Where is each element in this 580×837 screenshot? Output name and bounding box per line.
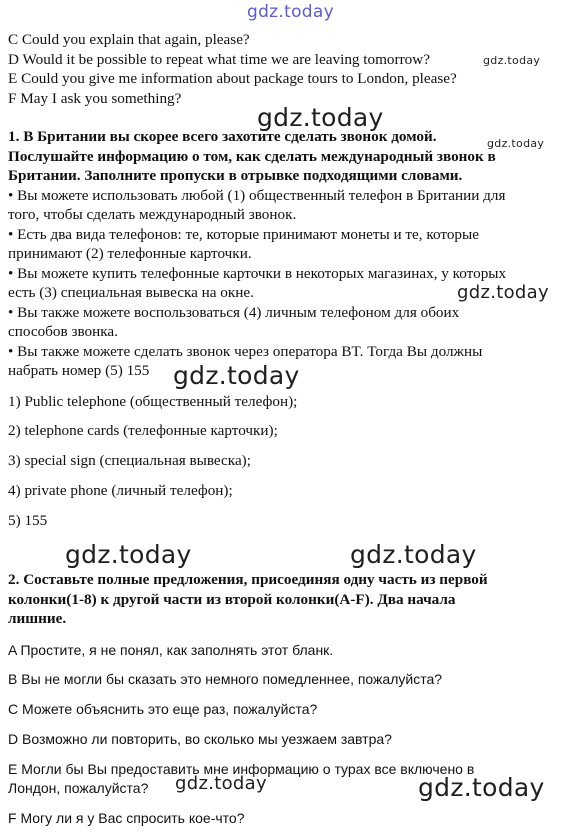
task2-item: C Можете объяснить это еще раз, пожалуйста?	[8, 701, 318, 717]
watermark-small: gdz.today	[487, 137, 545, 150]
task1-text: способов звонка.	[8, 323, 118, 340]
task1-text: • Вы также можете воспользоваться (4) личным телефоном для обоих	[8, 304, 460, 321]
task1-text: • Есть два вида телефонов: те, которые принимают монеты и те, которые	[8, 226, 479, 243]
watermark-top: gdz.today	[247, 2, 334, 22]
task1-title: Послушайте информацию о том, как сделать международный звонок в	[8, 148, 496, 165]
option-e: E Could you give me information about package tours to London, please?	[8, 70, 457, 87]
watermark: gdz.today	[350, 540, 477, 569]
answer-item: 1) Public telephone (общественный телефон);	[8, 393, 298, 410]
task1-text: • Вы также можете сделать звонок через оператора BT. Тогда Вы должны	[8, 343, 483, 360]
task2-item: Лондон, пожалуйста?	[8, 780, 149, 796]
task2-item: A Простите, я не понял, как заполнять этот бланк.	[8, 642, 334, 658]
task2-item: E Могли бы Вы предоставить мне информацию о турах все включено в	[8, 761, 475, 777]
watermark: gdz.today	[173, 361, 300, 390]
task1-text: принимают (2) телефонные карточки.	[8, 245, 252, 262]
watermark: gdz.today	[257, 103, 384, 132]
answer-item: 2) telephone cards (телефонные карточки);	[8, 422, 278, 439]
option-f: F May I ask you something?	[8, 90, 182, 107]
answer-item: 3) special sign (специальная вывеска);	[8, 452, 251, 469]
task2-title: колонки(1-8) к другой части из второй колонки(A-F). Два начала	[8, 591, 456, 608]
watermark: gdz.today	[457, 282, 549, 303]
task2-item: B Вы не могли бы сказать это немного помедленнее, пожалуйста?	[8, 671, 443, 687]
task2-title: лишние.	[8, 610, 67, 627]
task1-text: набрать номер (5) 155	[8, 362, 150, 379]
answer-item: 5) 155	[8, 512, 48, 529]
watermark: gdz.today	[418, 773, 545, 802]
task1-text: • Вы можете купить телефонные карточки в некоторых магазинах, у которых	[8, 265, 507, 282]
task1-text: того, чтобы сделать международный звонок.	[8, 206, 297, 223]
watermark-small: gdz.today	[483, 54, 541, 67]
watermark: gdz.today	[175, 773, 267, 794]
option-c: C Could you explain that again, please?	[8, 31, 250, 48]
option-d: D Would it be possible to repeat what time we are leaving tomorrow?	[8, 51, 430, 68]
task1-text: • Вы можете использовать любой (1) общественный телефон в Британии для	[8, 187, 506, 204]
task2-title: 2. Составьте полные предложения, присоединяя одну часть из первой	[8, 571, 488, 588]
watermark: gdz.today	[65, 540, 192, 569]
answer-item: 4) private phone (личный телефон);	[8, 482, 233, 499]
task1-title: Британии. Заполните пропуски в отрывке подходящими словами.	[8, 167, 463, 184]
task2-item: F Могу ли я у Вас спросить кое-что?	[8, 810, 245, 826]
task1-text: есть (3) специальная вывеска на окне.	[8, 284, 254, 301]
task1-title: 1. В Британии вы скорее всего захотите сделать звонок домой.	[8, 128, 437, 145]
task2-item: D Возможно ли повторить, во сколько мы уезжаем завтра?	[8, 731, 392, 747]
